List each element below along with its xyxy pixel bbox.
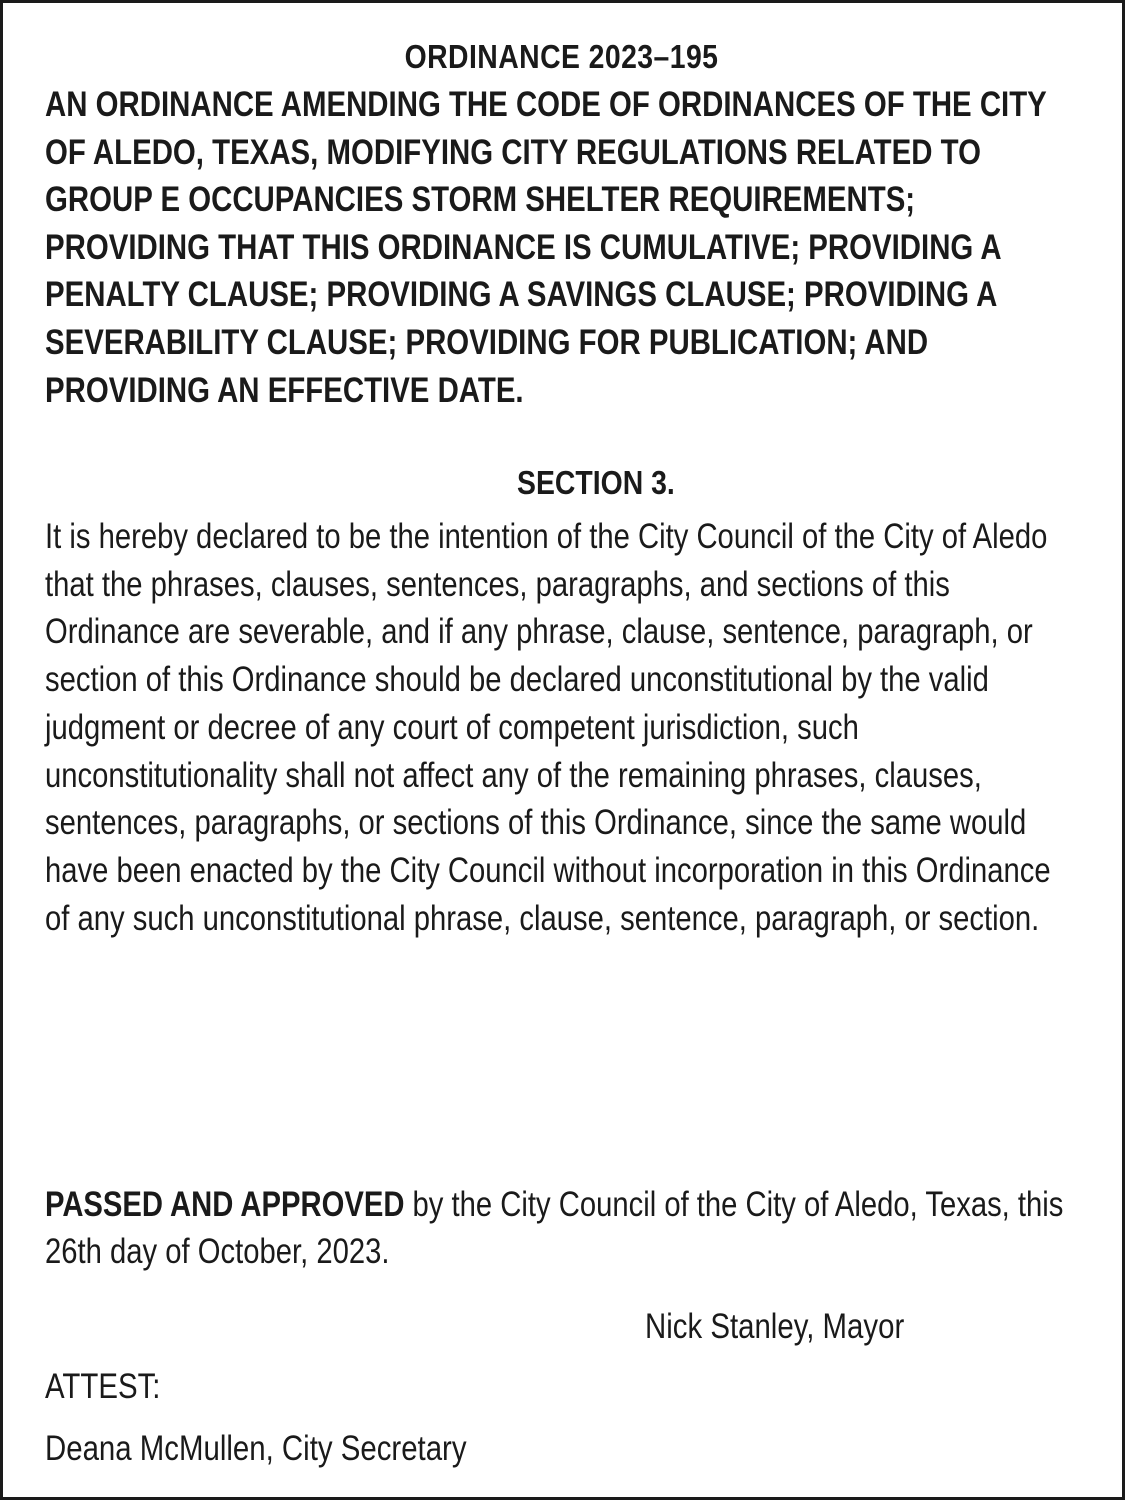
secretary-signature: Deana McMullen, City Secretary bbox=[45, 1429, 467, 1468]
approval-statement bbox=[45, 1181, 1072, 1275]
ordinance-title: ORDINANCE 2023–195 bbox=[404, 38, 719, 75]
approval-lead: PASSED AND APPROVED bbox=[45, 1185, 405, 1224]
ordinance-caption: AN ORDINANCE AMENDING THE CODE OF ORDINANCES OF THE CITY OF ALEDO, TEXAS, MODIFYING CITY REGULATIONS RELATED TO GROUP E OCCUPANCIES STORM SHELTER REQUIREMENTS; PROVIDING THAT THIS ORDINANCE IS CUMULATIVE; PROVIDING A PENALTY CLAUSE; PROVIDING A SAVINGS CLAUSE; PROVIDING A SEVERABILITY CLAUSE; PROVIDING FOR PUBLICATION; AND PROVIDING AN EFFECTIVE DATE. bbox=[45, 85, 1047, 410]
section-text: It is hereby declared to be the intention of the City Council of the City of Aledo that the phrases, clauses, sentences, paragraphs, and sections of this Ordinance are severable, and if any phrase, clause, sentence, paragraph, or section of this Ordinance should be declared unconstitutional by the valid judgment or decree of any court of competent jurisdiction, such unconstitutionality shall not affect any of the remaining phrases, clauses, sentences, paragraphs, or sections of this Ordinance, since the same would have been enacted by the City Council without incorporation in this Ordinance of any such unconstitutional phrase, clause, sentence, paragraph, or section. bbox=[45, 517, 1051, 938]
section-heading: SECTION 3. bbox=[517, 464, 675, 501]
approval-text: by the City Council of the City of Aledo, Texas, this 26th day of October, 2023. bbox=[45, 1185, 1064, 1271]
mayor-signature: Nick Stanley, Mayor bbox=[645, 1307, 905, 1346]
attest-label: ATTEST: bbox=[45, 1367, 161, 1406]
